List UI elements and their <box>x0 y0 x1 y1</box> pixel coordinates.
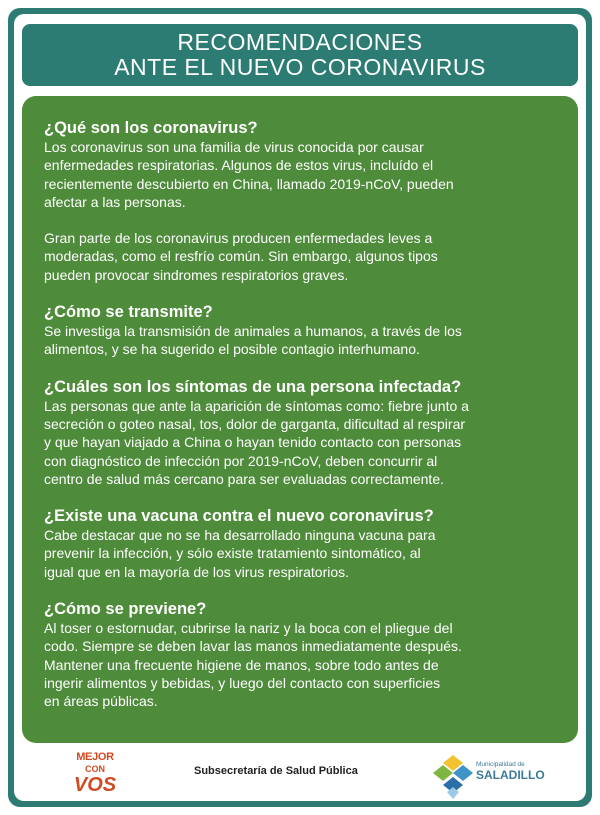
section-paragraph: Se investiga la transmisión de animales a humanos, a través de los alimentos, y se ha sugerido el posible contagio interhumano. <box>44 323 462 358</box>
section-paragraph: Gran parte de los coronavirus producen enfermedades leves a moderadas, como el resfrío común. Sin embargo, algunos tipos pueden provocar sindromes respiratorios graves. <box>44 230 438 283</box>
section-title: ¿Cómo se transmite? <box>44 303 213 322</box>
section-vaccine <box>44 506 560 581</box>
footer <box>22 745 578 803</box>
section-paragraph: Las personas que ante la aparición de síntomas como: fiebre junto a secreción o goteo nasal, tos, dolor de garganta, dificultad al respirar y que hayan viajado a China o hayan tenido contacto con personas con diagnóstico de infección por 2019-nCoV, deben concurrir al centro de salud más cercano para ser evaluadas correctamente. <box>44 397 469 487</box>
title-line-1: RECOMENDACIONES <box>177 29 423 55</box>
section-title: ¿Existe una vacuna contra el nuevo coronavirus? <box>44 507 434 526</box>
section-paragraph: Los coronavirus son una familia de virus conocida por causar enfermedades respiratorias. Algunos de estos virus, incluído el recientemente descubierto en China, llamado 2019-nCoV, pueden afectar a las personas. <box>44 139 454 210</box>
section-prevention <box>44 599 560 710</box>
section-title: ¿Qué son los coronavirus? <box>44 119 258 137</box>
section-title: ¿Cómo se previene? <box>44 600 207 619</box>
title-line-2: ANTE EL NUEVO CORONAVIRUS <box>114 54 486 80</box>
section-what-are <box>44 118 560 284</box>
mejor-con-vos-logo: MEJOR CON VOS <box>73 751 117 796</box>
section-symptoms <box>44 377 560 488</box>
saladillo-emblem-icon <box>432 753 474 801</box>
footer-agency-name: Subsecretaría de Salud Pública <box>194 765 358 777</box>
content-panel <box>22 96 578 743</box>
section-transmission <box>44 302 560 359</box>
section-paragraph: Cabe destacar que no se ha desarrollado ninguna vacuna para prevenir la infección, y sólo existe tratamiento sintomático, al igual que en la mayoría de los virus respiratorios. <box>44 527 436 580</box>
title-banner <box>22 24 578 86</box>
section-title: ¿Cuáles son los síntomas de una persona infectada? <box>44 377 462 396</box>
section-paragraph: Al toser o estornudar, cubrirse la nariz y la boca con el pliegue del codo. Siempre se deben lavar las manos inmediatamente después. Mantener una frecuente higiene de manos, sobre todo antes de ingerir alimentos y bebidas, y luego del contacto con superficies en áreas públicas. <box>44 620 462 710</box>
saladillo-logo: Municipalidad de SALADILLO <box>432 753 582 801</box>
